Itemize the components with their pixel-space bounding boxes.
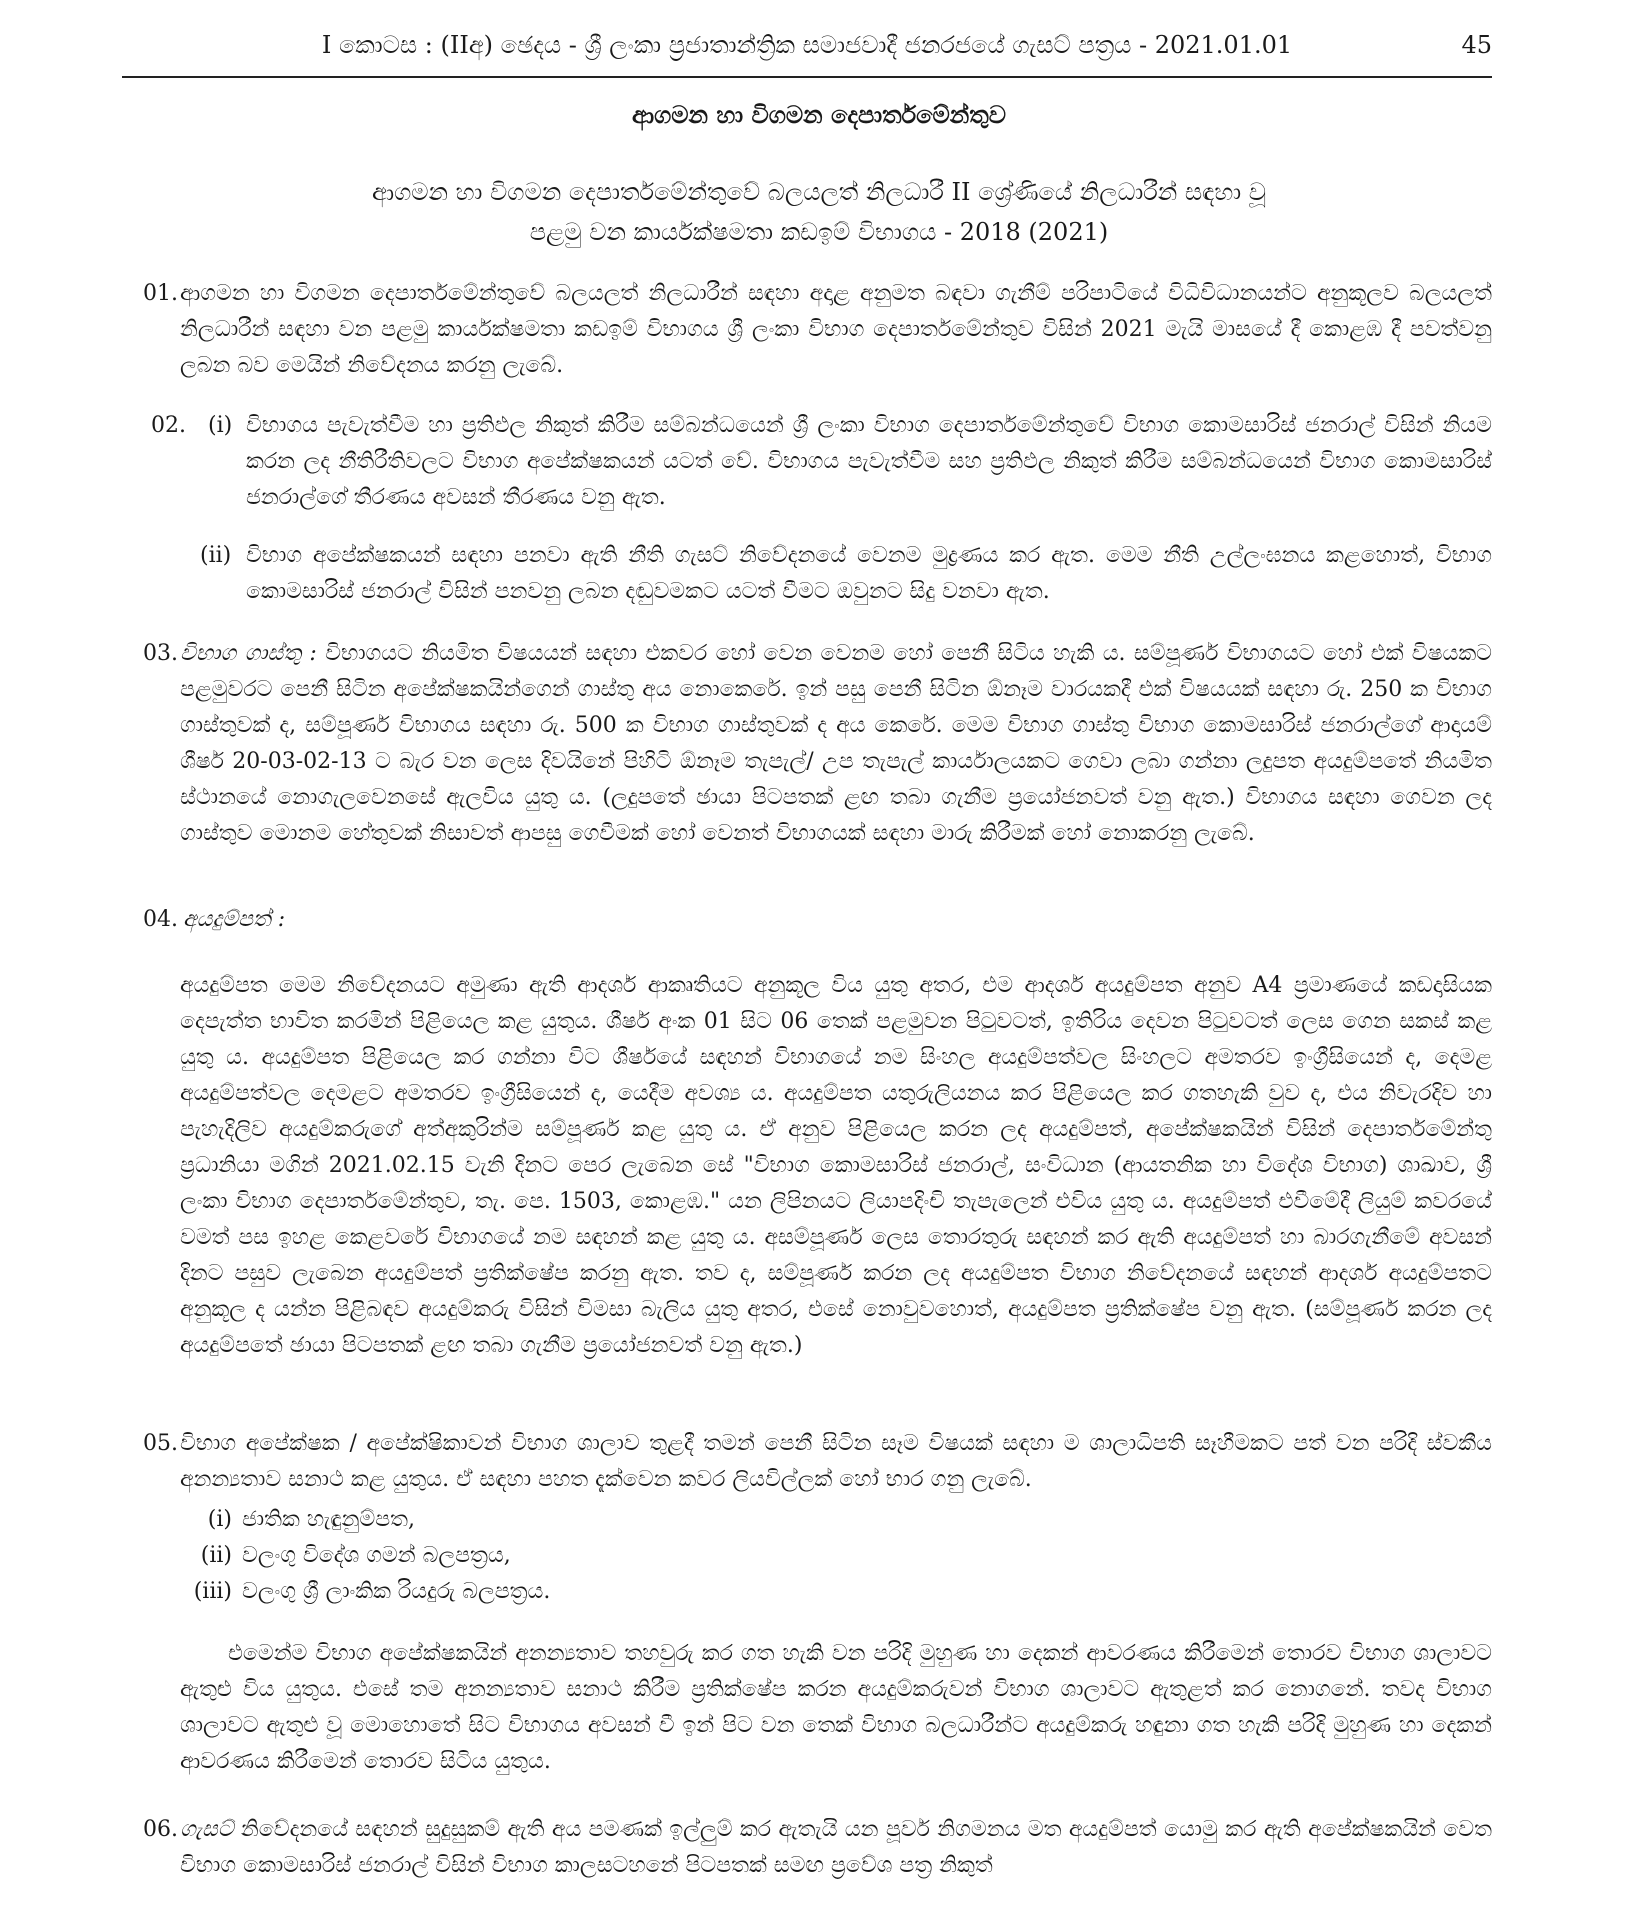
page-number: 45 xyxy=(1461,31,1492,59)
exam-title xyxy=(200,172,1438,252)
section-02-ii-text: විභාග අපේක්ෂකයන් සඳහා පනවා ඇති නීති ගැසට් නිවේදනයේ වෙනම මුද්‍රණය කර ඇත. මෙම නීති උල්ලංඝනය කළහොත්, විභාග කොමසාරිස් ජනරාල් විසින් පනවනු ලබන දඬුවමකට යටත් වීමට ඔවුනට සිදු වනවා ඇත. xyxy=(246,543,1492,604)
id-document-item xyxy=(176,1502,415,1538)
id-document-label: (iii) xyxy=(193,1579,232,1604)
section-02-i-label: (i) xyxy=(208,413,233,438)
section-05-continuation: එමෙන්ම විභාග අපේක්ෂකයින් අනන්‍යතාව තහවුරු කර ගත හැකි වන පරිදි මුහුණ හා දෙකන් ආවරණය කිරීමෙන් තොරව විභාග ශාලාවට ඇතුළු විය යුතුය. එසේ තම අනන්‍යතාව සනාථ කිරීම ප්‍රතික්ෂේප කරන අයදුම්කරුවන් විභාග ශාලාවට ඇතුළත් කර නොගනේ. තවද විභාග ශාලාවට ඇතුළු වූ මොහොතේ සිට විභාගය අවසන් වී ඉන් පිට වන තෙක් විභාග බලධාරීන්ට අයදුම්කරු හඳුනා ගත හැකි පරිදි මුහුණ හා දෙකන් ආවරණය කිරීමෙන් තොරව සිටිය යුතුය. xyxy=(180,1641,1492,1774)
section-03-number: 03. xyxy=(143,641,178,666)
id-document-text: ජාතික හැඳුනුම්පත, xyxy=(242,1507,415,1532)
section-06-text: නිවේදනයේ සඳහන් සුදුසුකම් ඇති අය පමණක් ඉල්ලුම් කර ඇතැයි යන පූර්ව නිගමනය මත අයදුම්පත් යොමු කර ඇති අපේක්ෂකයින් වෙත විභාග කොමසාරිස් ජනරාල් විසින් විභාග කාලසටහනේ පිටපතක් සමඟ ප්‍රවේශ පත්‍ර නිකුත් xyxy=(180,1817,1492,1878)
section-05-number: 05. xyxy=(143,1431,178,1456)
section-03-text: විභාගයට නියමිත විෂයයන් සඳහා එකවර හෝ වෙන වෙනම හෝ පෙනී සිටිය හැකි ය. සම්පූර්ණ විභාගයට හෝ එක් විෂයකට පළමුවරට පෙනී සිටින අපේක්ෂකයින්ගෙන් ගාස්තු අය නොකෙරේ. ඉන් පසු පෙනී සිටින ඕනෑම වාරයකදී එක් විෂයයක් සඳහා රු. 250 ක විභාග ගාස්තුවක් ද, සම්පූර්ණ විභාගය සඳහා රු. 500 ක විභාග ගාස්තුවක් ද අය කෙරේ. මෙම විභාග ගාස්තු විභාග කොමසාරිස් ජනරාල්ගේ ආදායම් ශීර්ෂ 20-03-02-13 ට බැර වන ලෙස දිවයිනේ පිහිටි ඕනෑම තැපැල්/ උප තැපැල් කාර්යාලයකට ගෙවා ලබා ගන්නා ලදුපත අයදුම්පතේ නියමිත ස්ථානයේ නොගැලවෙනසේ ඇලවිය යුතු ය. (ලදුපතේ ඡායා පිටපතක් ළඟ තබා ගැනීම ප්‍රයෝජනවත් වනු ඇත.) විභාගය සඳහා ගෙවන ලද ගාස්තුව මොනම හේතුවක් නිසාවත් ආපසු ගෙවීමක් හෝ වෙනත් විභාගයක් සඳහා මාරු කිරීමක් හෝ නොකරනු ලැබේ. xyxy=(180,641,1492,846)
section-02-i-text: විභාගය පැවැත්වීම හා ප්‍රතිඵල නිකුත් කිරීම සම්බන්ධයෙන් ශ්‍රී ලංකා විභාග දෙපාර්තමේන්තුවේ විභාග කොමසාරිස් ජනරාල් විසින් නියම කරන ලද නීතිරීතිවලට විභාග අපේක්ෂකයන් යටත් වේ. විභාගය පැවැත්වීම සහ ප්‍රතිඵල නිකුත් කිරීම සම්බන්ධයෙන් විභාග කොමසාරිස් ජනරාල්ගේ තීරණය අවසන් තීරණය වනු ඇත. xyxy=(246,413,1492,510)
header-divider xyxy=(122,76,1492,78)
id-document-text: වලංගු ශ්‍රී ලාංකික රියදුරු බලපත්‍රය. xyxy=(242,1579,551,1604)
section-05-text: විභාග අපේක්ෂක / අපේක්ෂිකාවන් විභාග ශාලාව තුළදී තමන් පෙනී සිටින සෑම විෂයක් සඳහා ම ශාලාධිපති සෑහීමකට පත් වන පරිදි ස්වකීය අනන්‍යතාව සනාථ කළ යුතුය. ඒ සඳහා පහත දැක්වෙන කවර ලියවිල්ලක් හෝ භාර ගනු ලැබේ. xyxy=(180,1431,1492,1492)
section-04-text: අයදුම්පත මෙම නිවේදනයට අමුණා ඇති ආදර්ශ ආකෘතියට අනුකූල විය යුතු අතර, එම ආදර්ශ අයදුම්පත අනුව A4 ප්‍රමාණයේ කඩදාසියක දෙපැත්ත භාවිත කරමින් පිළියෙල කළ යුතුය. ශීර්ෂ අංක 01 සිට 06 තෙක් පළමුවන පිටුවටත්, ඉතිරිය දෙවන පිටුවටත් ලෙස ගෙන සකස් කළ යුතු ය. අයදුම්පත පිළියෙල කර ගන්නා විට ශීර්ෂයේ සඳහන් විභාගයේ නම සිංහල අයදුම්පත්වල සිංහලට අමතරව ඉංග්‍රීසියෙන් ද, දෙමළ අයදුම්පත්වල දෙමළට අමතරව ඉංග්‍රීසියෙන් ද, යෙදීම අවශ්‍ය ය. අයදුම්පත යතුරුලියනය කර පිළියෙල කර ගතහැකි වුව ද, එය නිවැරදිව හා පැහැදිලිව අයදුම්කරුගේ අත්අකුරින්ම සම්පූර්ණ කළ යුතු ය. ඒ අනුව පිළියෙල කරන ලද අයදුම්පත්, අපේක්ෂකයින් විසින් දෙපාර්තමේන්තු ප්‍රධානියා මගින් 2021.02.15 වැනි දිනට පෙර ලැබෙන සේ "විභාග කොමසාරිස් ජනරාල්, සංවිධාන (ආයතනික හා විදේශ විභාග) ශාඛාව, ශ්‍රී ලංකා විභාග දෙපාර්තමේන්තුව, තැ. පෙ. 1503, කොළඹ." යන ලිපිනයට ලියාපදිංචි තැපැලෙන් එවිය යුතු ය. අයදුම්පත් එවීමේදී ලියුම් කවරයේ වමත් පස ඉහළ කෙළවරේ විභාගයේ නම සඳහන් කළ යුතු ය. අසම්පූර්ණ ලෙස තොරතුරු සඳහන් කර ඇති අයදුම්පත් හා බාරගැනීමේ අවසන් දිනට පසුව ලැබෙන අයදුම්පත් ප්‍රතික්ෂේප කරනු ඇත. තව ද, සම්පූර්ණ කරන ලද අයදුම්පත විභාග නිවේදනයේ සඳහන් ආදර්ශ අයදුම්පතට අනුකූල ද යන්න පිළිබඳව අයදුම්කරු විසින් විමසා බැලිය යුතු අතර, එසේ නොවුවහොත්, අයදුම්පත ප්‍රතික්ෂේප වනු ඇත. (සම්පූර්ණ කරන ලද අයදුම්පතේ ඡායා පිටපතක් ළඟ තබා ගැනීම ප්‍රයෝජනවත් වනු ඇත.) xyxy=(180,973,1492,1358)
section-01-number: 01. xyxy=(143,281,178,306)
section-04-label: අයදුම්පත් : xyxy=(183,907,286,932)
header-title: I කොටස : (IIඅ) ඡෙදය - ශ්‍රී ලංකා ප්‍රජාතාන්ත්‍රික සමාජවාදී ජනරජයේ ගැසට් පත්‍රය - 2021.01.01 xyxy=(321,31,1293,59)
id-document-item xyxy=(176,1538,511,1574)
section-02-number: 02. xyxy=(151,413,186,438)
section-06-body xyxy=(180,1812,1492,1884)
section-06-number: 06. xyxy=(143,1817,178,1842)
id-document-label: (ii) xyxy=(200,1543,232,1568)
exam-title-line2: පළමු වන කාර්යක්ෂමතා කඩඉම් විභාගය - 2018 (2021) xyxy=(529,218,1109,246)
section-01-text: ආගමන හා විගමන දෙපාර්තමේන්තුවේ බලයලත් නිලධාරීන් සඳහා අදාළ අනුමත බඳවා ගැනීම් පරිපාටියේ විධිවිධානයන්ට අනුකූලව බලයලත් නිලධාරීන් සඳහා වන පළමු කාර්යක්ෂමතා කඩඉම් විභාගය ශ්‍රී ලංකා විභාග දෙපාර්තමේන්තුව විසින් 2021 මැයි මාසයේ දී කොළඹ දී පවත්වනු ලබන බව මෙයින් නිවේදනය කරනු ලැබේ. xyxy=(180,281,1492,378)
department-title: ආගමන හා විගමන දෙපාර්තමේන්තුව xyxy=(631,100,1006,129)
section-03-label: විභාග ගාස්තු : xyxy=(180,641,317,666)
section-06-label: ගැසට් xyxy=(180,1817,234,1842)
section-03-body xyxy=(180,636,1492,852)
id-document-text: වලංගු විදේශ ගමන් බලපත්‍රය, xyxy=(242,1543,511,1568)
section-02-ii-label: (ii) xyxy=(200,543,232,568)
exam-title-line1: ආගමන හා විගමන දෙපාර්තමේන්තුවේ බලයලත් නිලධාරී II ශ්‍රේණියේ නිලධාරීන් සඳහා වූ xyxy=(371,178,1267,206)
id-document-label: (i) xyxy=(207,1507,232,1532)
id-document-item xyxy=(176,1574,550,1610)
section-04-number: 04. xyxy=(143,907,178,932)
page-header xyxy=(122,22,1492,76)
